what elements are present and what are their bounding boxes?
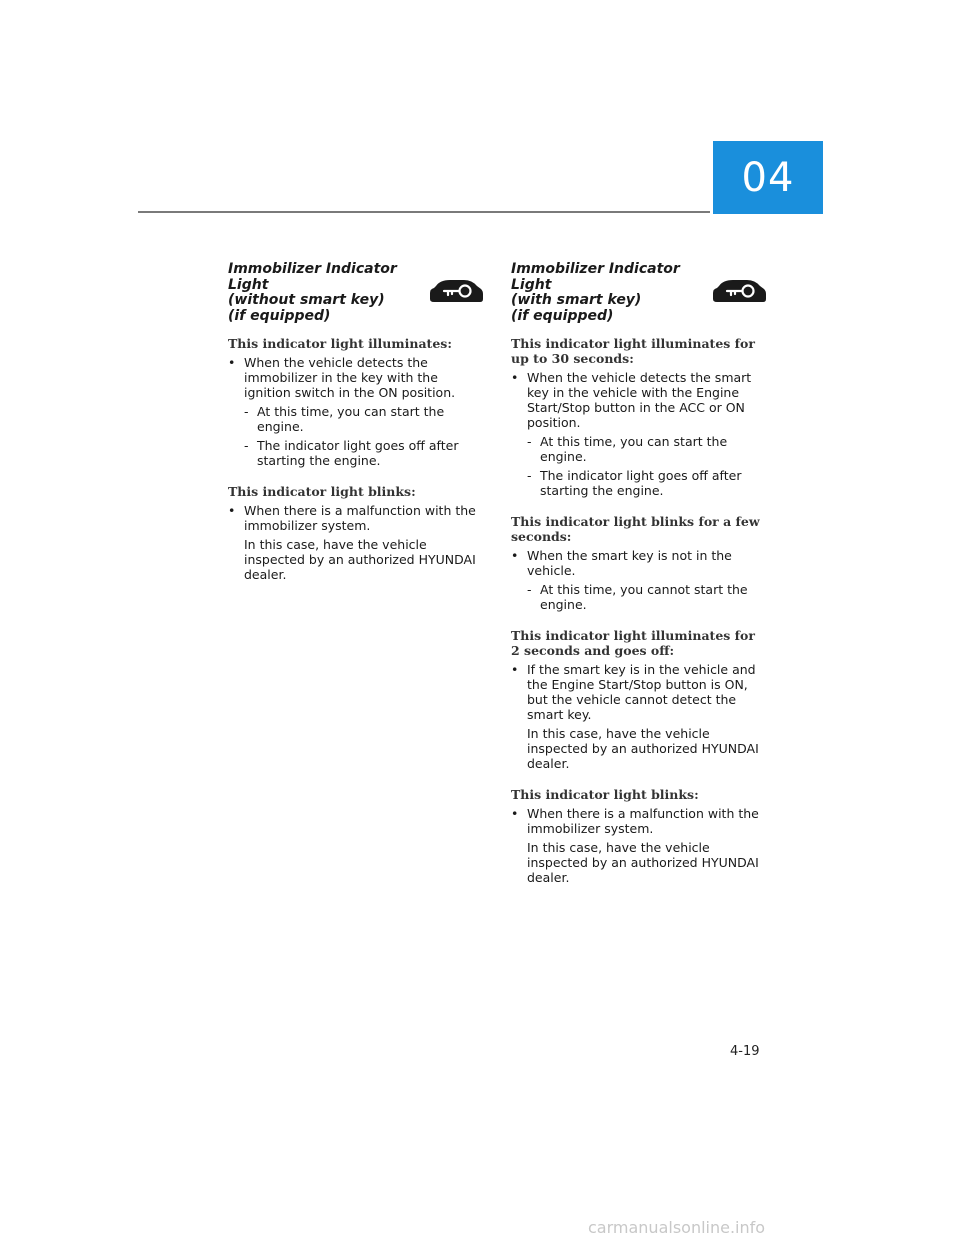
note-text: In this case, have the vehicle inspected by an authorized HYUNDAI dealer.	[527, 726, 759, 771]
bullet-item: • If the smart key is in the vehicle and the Engine Start/Stop button is ON, but the vehicle cannot detect the smart key.	[511, 662, 765, 722]
section-title: Immobilizer Indicator Light (with smart key) (if equipped)	[511, 261, 680, 324]
section-header	[228, 262, 482, 324]
condition-heading: This indicator light illuminates for 2 seconds and goes off:	[511, 628, 755, 658]
bullet-item: • When there is a malfunction with the immobilizer system.	[511, 806, 765, 836]
page-number: 4-19	[730, 1044, 760, 1059]
section-header	[511, 262, 765, 324]
bullet-item: • When the vehicle detects the smart key in the vehicle with the Engine Start/Stop button in the ACC or ON position.	[511, 370, 765, 430]
sub-item: - The indicator light goes off after starting the engine.	[228, 438, 482, 468]
section-with-smart-key	[511, 262, 765, 889]
bullet-item: • When the smart key is not in the vehicle.	[511, 548, 765, 578]
section-title: Immobilizer Indicator Light (without smart key) (if equipped)	[228, 261, 397, 324]
car-key-icon	[428, 277, 484, 303]
watermark: carmanualsonline.info	[588, 1218, 766, 1237]
note-text: In this case, have the vehicle inspected by an authorized HYUNDAI dealer.	[527, 840, 759, 885]
chapter-number: 04	[741, 154, 795, 201]
condition-heading: This indicator light blinks:	[511, 787, 699, 802]
condition-heading: This indicator light illuminates:	[228, 336, 452, 351]
car-key-icon	[711, 277, 767, 303]
chapter-tab	[713, 141, 823, 214]
header-rule	[138, 211, 710, 213]
bullet-item: • When there is a malfunction with the immobilizer system.	[228, 503, 482, 533]
section-without-smart-key	[228, 262, 482, 586]
bullet-item: • When the vehicle detects the immobilizer in the key with the ignition switch in the ON position.	[228, 355, 482, 400]
condition-heading: This indicator light blinks:	[228, 484, 416, 499]
note-text: In this case, have the vehicle inspected by an authorized HYUNDAI dealer.	[244, 537, 476, 582]
condition-heading: This indicator light blinks for a few seconds:	[511, 514, 760, 544]
sub-item: - At this time, you can start the engine.	[511, 434, 765, 464]
sub-item: - At this time, you can start the engine.	[228, 404, 482, 434]
sub-item: - The indicator light goes off after starting the engine.	[511, 468, 765, 498]
condition-heading: This indicator light illuminates for up to 30 seconds:	[511, 336, 755, 366]
sub-item: - At this time, you cannot start the engine.	[511, 582, 765, 612]
